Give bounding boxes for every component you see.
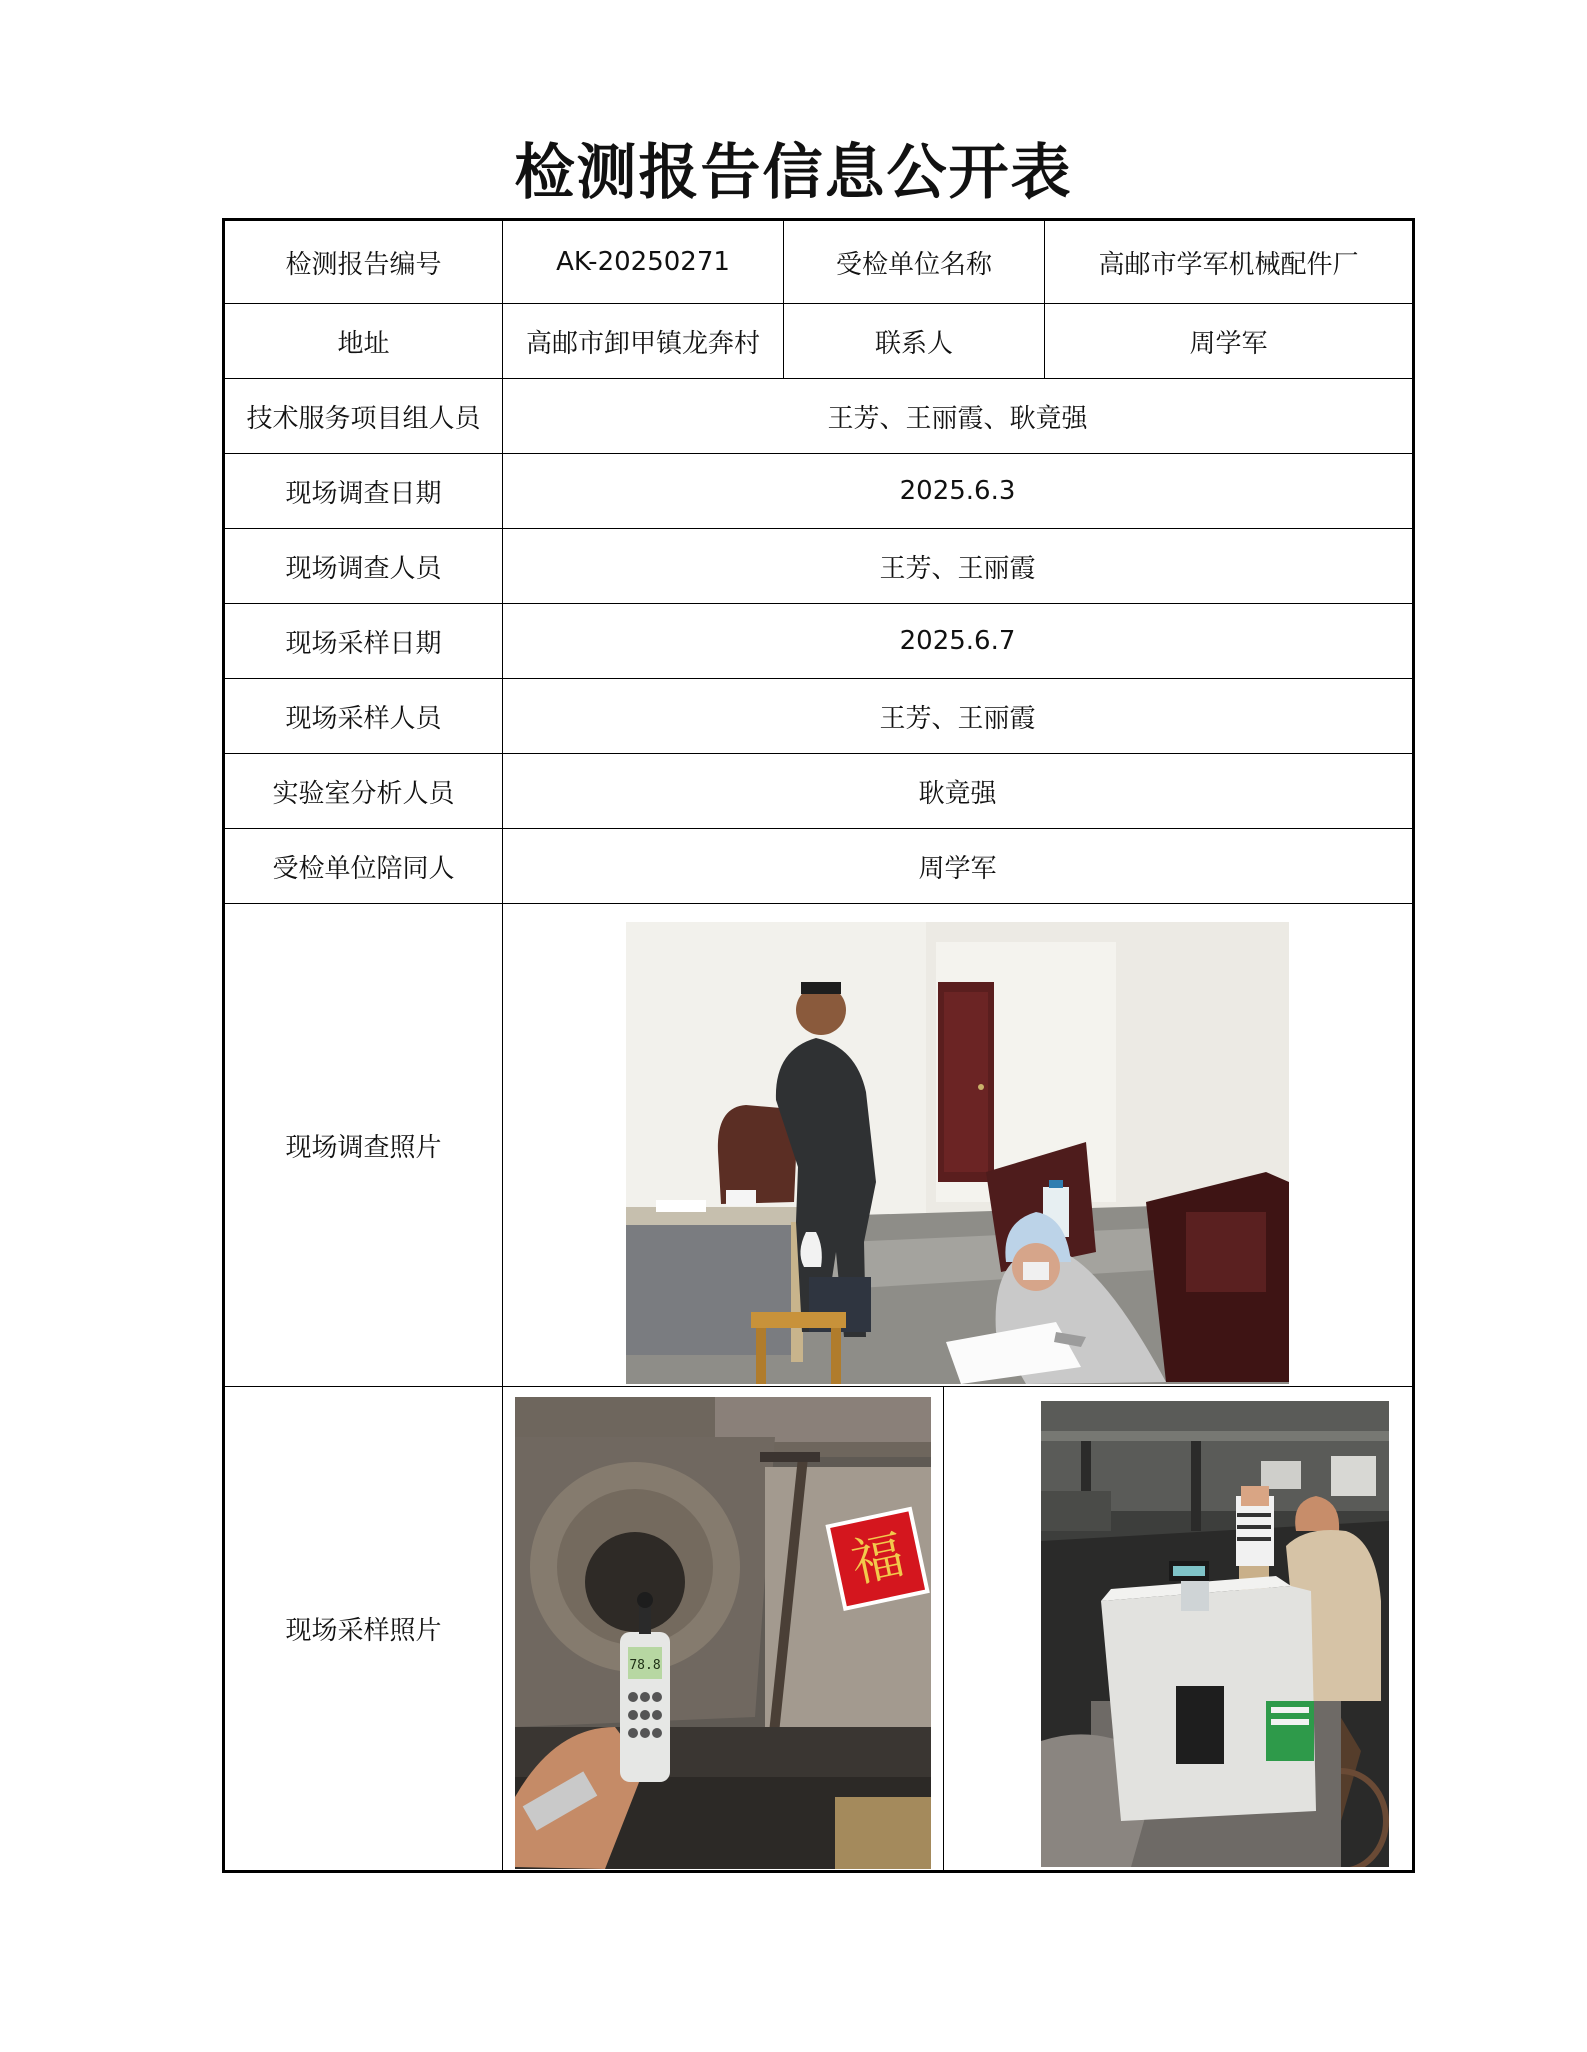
report-table — [222, 218, 1415, 1873]
survey-photo-cell — [503, 904, 1414, 1387]
team-label: 技术服务项目组人员 — [224, 379, 503, 454]
air-sampler-image — [1041, 1401, 1389, 1867]
sampling-staff-label: 现场采样人员 — [224, 679, 503, 754]
report-no-value: AK-20250271 — [503, 220, 784, 304]
contact-value: 周学军 — [1045, 304, 1414, 379]
row-sampling-photo — [224, 1387, 1414, 1872]
survey-date-value: 2025.6.3 — [503, 454, 1414, 529]
sampling-photo-label: 现场采样照片 — [224, 1387, 503, 1872]
row-sampling-staff — [224, 679, 1414, 754]
row-survey-staff — [224, 529, 1414, 604]
row-escort — [224, 829, 1414, 904]
address-label: 地址 — [224, 304, 503, 379]
row-sampling-date — [224, 604, 1414, 679]
row-survey-photo — [224, 904, 1414, 1387]
survey-photo — [626, 922, 1289, 1384]
noise-meter-image — [515, 1397, 931, 1869]
row-team — [224, 379, 1414, 454]
sampling-photo-right — [1041, 1401, 1389, 1867]
sampling-photo-cell-right — [944, 1387, 1414, 1872]
address-value: 高邮市卸甲镇龙奔村 — [503, 304, 784, 379]
sampling-date-value: 2025.6.7 — [503, 604, 1414, 679]
survey-date-label: 现场调查日期 — [224, 454, 503, 529]
row-address — [224, 304, 1414, 379]
escort-label: 受检单位陪同人 — [224, 829, 503, 904]
lab-staff-label: 实验室分析人员 — [224, 754, 503, 829]
unit-name-label: 受检单位名称 — [784, 220, 1045, 304]
row-lab-staff — [224, 754, 1414, 829]
team-value: 王芳、王丽霞、耿竟强 — [503, 379, 1414, 454]
sampling-photo-cell-left — [503, 1387, 944, 1872]
report-no-label: 检测报告编号 — [224, 220, 503, 304]
meter-reading: 78.8 — [629, 1658, 661, 1673]
contact-label: 联系人 — [784, 304, 1045, 379]
sampling-staff-value: 王芳、王丽霞 — [503, 679, 1414, 754]
row-survey-date — [224, 454, 1414, 529]
unit-name-value: 高邮市学军机械配件厂 — [1045, 220, 1414, 304]
office-scene-image — [626, 922, 1289, 1384]
page-title: 检测报告信息公开表 — [514, 138, 1073, 208]
survey-staff-value: 王芳、王丽霞 — [503, 529, 1414, 604]
survey-staff-label: 现场调查人员 — [224, 529, 503, 604]
survey-photo-label: 现场调查照片 — [224, 904, 503, 1387]
sampling-photo-left — [515, 1397, 931, 1869]
fu-character: 福 — [846, 1525, 910, 1595]
sampling-date-label: 现场采样日期 — [224, 604, 503, 679]
escort-value: 周学军 — [503, 829, 1414, 904]
row-report-no — [224, 220, 1414, 304]
lab-staff-value: 耿竟强 — [503, 754, 1414, 829]
